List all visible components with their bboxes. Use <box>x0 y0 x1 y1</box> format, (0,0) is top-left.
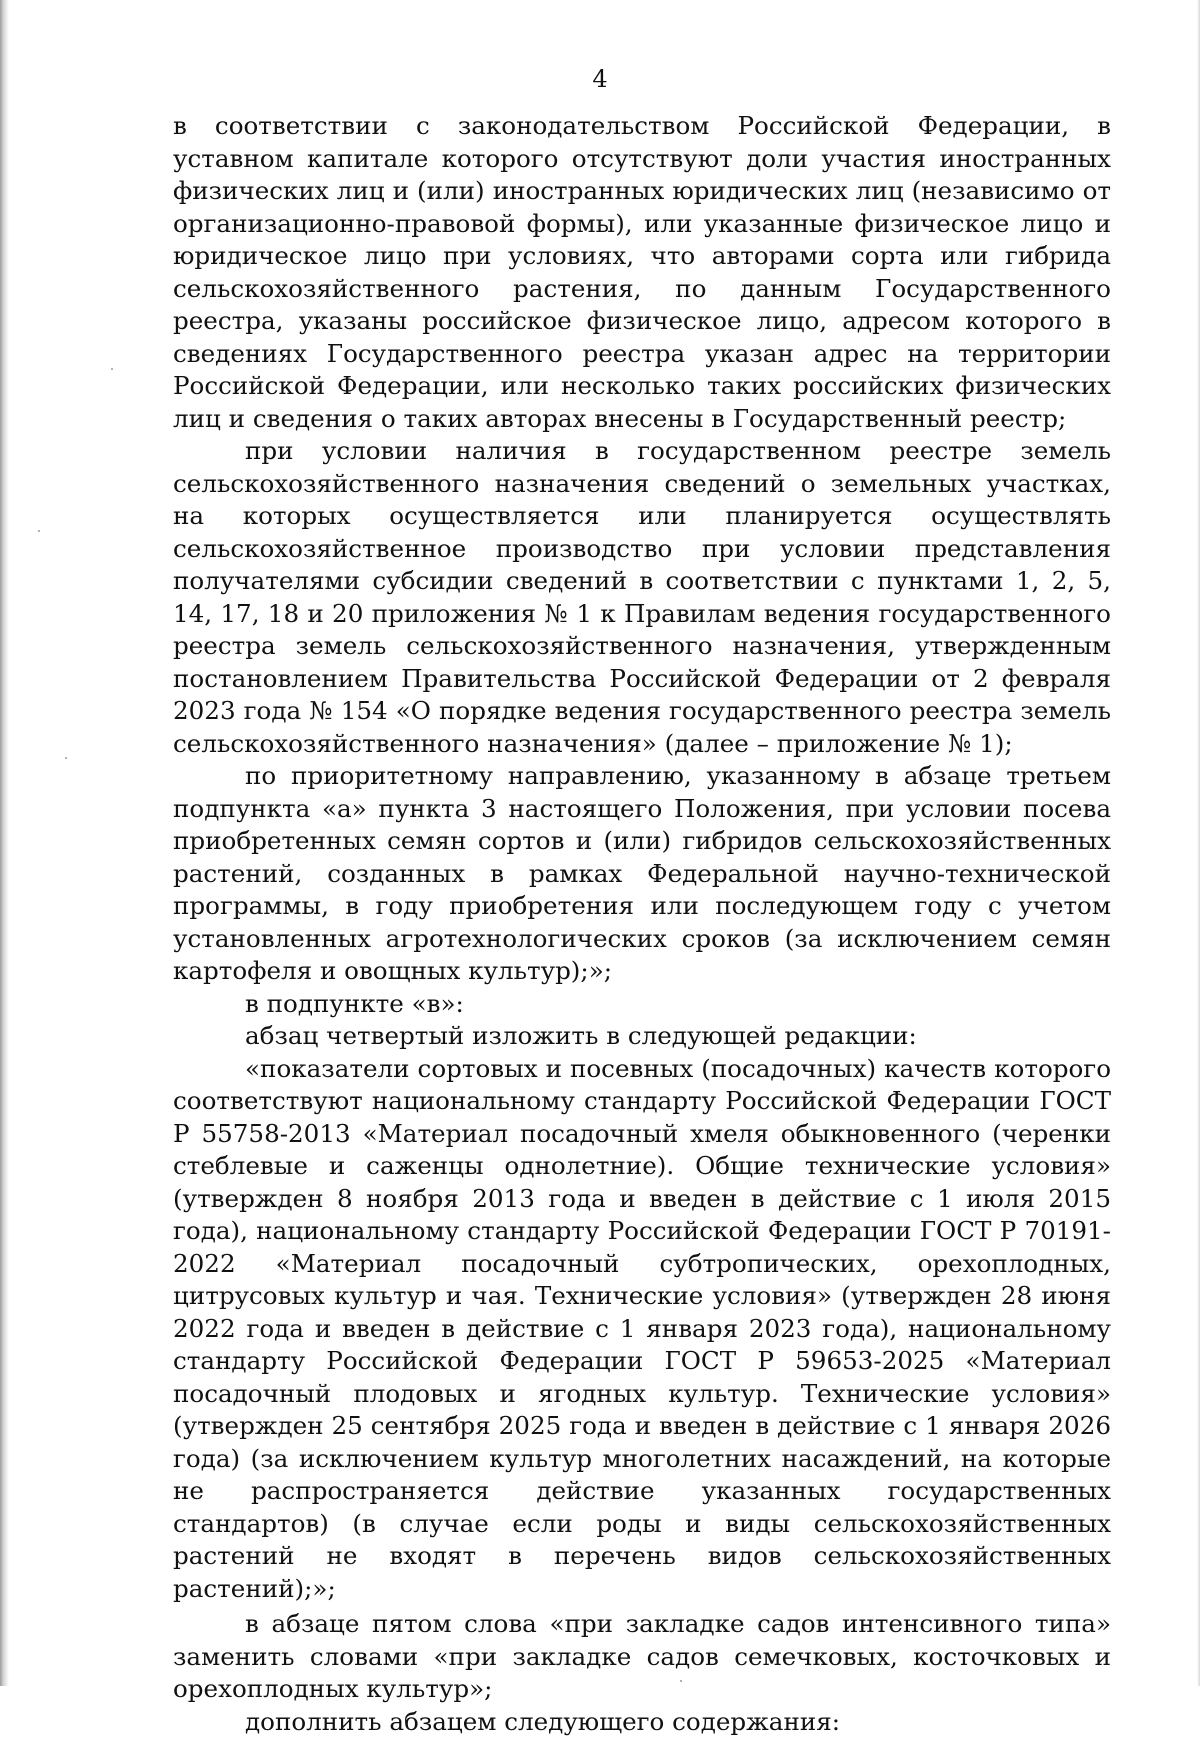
paragraph-4: в подпункте «в»: <box>173 988 1111 1021</box>
paragraph-6: «показатели сортовых и посевных (посадочных) качеств которого соответствуют национальному стандарту Российской Федерации ГОСТ Р 55758-2013 «Материал посадочный хмеля обыкновенного (черенки стеблевые и саженцы однолетние). Общие технические условия» (утвержден 8 ноября 2013 года и введен в действие с 1 июля 2015 года), национальному стандарту Российской Федерации ГОСТ Р 70191-2022 «Материал посадочный субтропических, орехоплодных, цитрусовых культур и чая. Технические условия» (утвержден 28 июня 2022 года и введен в действие с 1 января 2023 года), национальному стандарту Российской Федерации ГОСТ Р 59653-2025 «Материал посадочный плодовых и ягодных культур. Технические условия» (утвержден 25 сентября 2025 года и введен в действие с 1 января 2026 года) (за исключением культур многолетних насаждений, на которые не распространяется действие указанных государственных стандартов) (в случае если роды и виды сельскохозяйственных растений не входят в перечень видов сельскохозяйственных растений);»; <box>173 1053 1111 1606</box>
paragraph-8: дополнить абзацем следующего содержания: <box>173 1706 1111 1738</box>
paragraph-1: в соответствии с законодательством Российской Федерации, в уставном капитале которого отсутствуют доли участия иностранных физических лиц и (или) иностранных юридических лиц (независимо от организационно-правовой формы), или указанные физическое лицо и юридическое лицо при условиях, что авторами сорта или гибрида сельскохозяйственного растения, по данным Государственного реестра, указаны российское физическое лицо, адресом которого в сведениях Государственного реестра указан адрес на территории Российской Федерации, или несколько таких российских физических лиц и сведения о таких авторах внесены в Государственный реестр; <box>173 110 1111 435</box>
paragraph-2: при условии наличия в государственном реестре земель сельскохозяйственного назначения сведений о земельных участках, на которых осуществляется или планируется осуществлять сельскохозяйственное производство при условии представления получателями субсидии сведений в соответствии с пунктами 1, 2, 5, 14, 17, 18 и 20 приложения № 1 к Правилам ведения государственного реестра земель сельскохозяйственного назначения, утвержденным постановлением Правительства Российской Федерации от 2 февраля 2023 года № 154 «О порядке ведения государственного реестра земель сельскохозяйственного назначения» (далее – приложение № 1); <box>173 435 1111 760</box>
paragraph-5: абзац четвертый изложить в следующей редакции: <box>173 1020 1111 1053</box>
scan-speck <box>111 368 113 370</box>
scan-left-edge <box>0 0 9 1686</box>
page-number: 4 <box>0 64 1200 94</box>
scan-speck <box>38 530 40 532</box>
paragraph-7: в абзаце пятом слова «при закладке садов интенсивного типа» заменить словами «при закладке садов семечковых, косточковых и орехоплодных культур»; <box>173 1608 1111 1706</box>
paragraph-3: по приоритетному направлению, указанному в абзаце третьем подпункта «а» пункта 3 настоящего Положения, при условии посева приобретенных семян сортов и (или) гибридов сельскохозяйственных растений, созданных в рамках Федеральной научно-технической программы, в году приобретения или последующем году с учетом установленных агротехнологических сроков (за исключением семян картофеля и овощных культур);»; <box>173 760 1111 988</box>
scan-speck <box>65 757 67 759</box>
document-body <box>173 110 1111 1738</box>
